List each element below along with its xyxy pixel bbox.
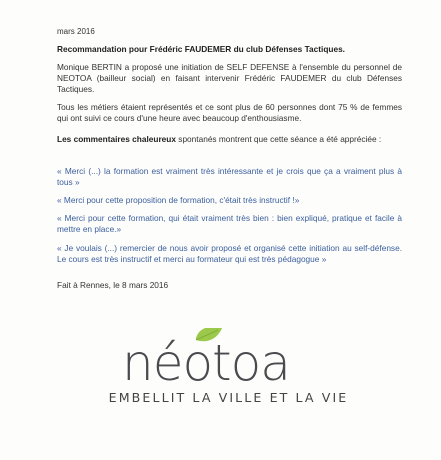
comments-intro <box>57 134 402 145</box>
letter-title: Recommandation pour Frédéric FAUDEMER du club Défenses Tactiques. <box>57 44 345 54</box>
quote-2: « Merci pour cette proposition de formation, c'était très instructif !» <box>57 195 300 205</box>
letter-date: mars 2016 <box>57 27 95 36</box>
quote-1: « Merci (...) la formation est vraiment très intéressante et je crois que ça a vraiment plus à tous » <box>57 166 402 188</box>
paragraph-intro: Monique BERTIN a proposé une initiation de SELF DEFENSE à l'ensemble du personnel de NEOTOA (bailleur social) en faisant intervenir Frédéric FAUDEMER du club Défenses Tactiques. <box>57 62 402 95</box>
neotoa-wordmark-logo <box>118 328 358 388</box>
comments-intro-rest: spontanés montrent que cette séance a été appréciée : <box>175 134 382 144</box>
quote-3: « Merci pour cette formation, qui était vraiment très bien : bien expliqué, pratique et facile à mettre en place.» <box>57 213 402 235</box>
paragraph-participants: Tous les métiers étaient représentés et ce sont plus de 60 personnes dont 75 % de femmes qui ont suivi ce cours d'une heure avec beaucoup d'enthousiasme. <box>57 102 402 124</box>
neotoa-logo <box>48 310 409 422</box>
logo-tagline: EMBELLIT LA VILLE ET LA VIE <box>108 390 349 405</box>
comments-intro-bold: Les commentaires chaleureux <box>57 134 176 144</box>
signoff: Fait à Rennes, le 8 mars 2016 <box>57 280 169 290</box>
quote-4: « Je voulais (...) remercier de nous avoir proposé et organisé cette initiation au self-défense. Le cours est très instructif et merci au formateur qui est très pédagogue » <box>57 243 402 265</box>
logo-wordmark-text: néotoa <box>122 334 290 388</box>
